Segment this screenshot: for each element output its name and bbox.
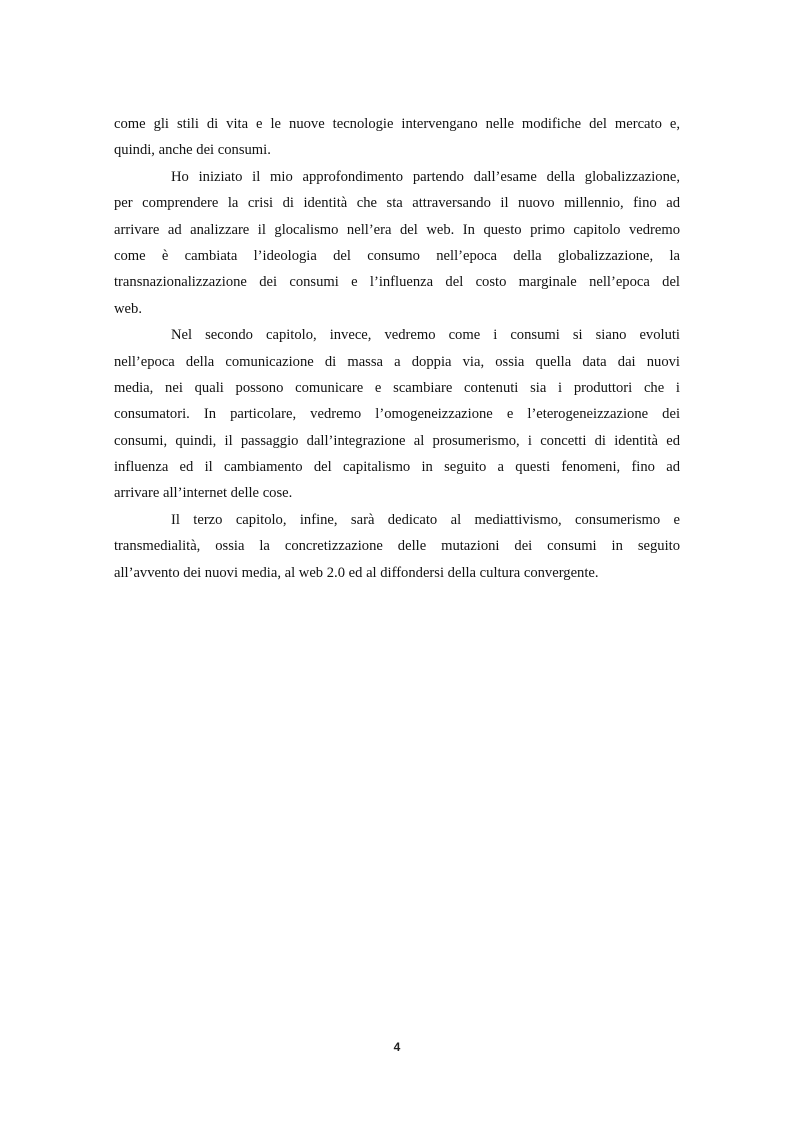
text-line: consumatori. In particolare, vedremo l’omogeneizzazione e l’eterogeneizzazione dei (114, 406, 680, 423)
text-line: web. (114, 300, 142, 317)
text-line: arrivare all’internet delle cose. (114, 485, 293, 502)
text-line: quindi, anche dei consumi. (114, 142, 271, 159)
text-line: come gli stili di vita e le nuove tecnologie intervengano nelle modifiche del mercato e, (114, 116, 680, 132)
text-line: media, nei quali possono comunicare e scambiare contenuti sia i produttori che i (114, 379, 680, 396)
text-line: transnazionalizzazione dei consumi e l’influenza del costo marginale nell’epoca del (114, 274, 680, 291)
text-line: come è cambiata l’ideologia del consumo nell’epoca della globalizzazione, la (114, 247, 680, 264)
paragraph (114, 111, 680, 164)
text-line: nell’epoca della comunicazione di massa a doppia via, ossia quella data dai nuovi (114, 353, 680, 370)
text-line: Il terzo capitolo, infine, sarà dedicato al mediattivismo, consumerismo e (171, 511, 680, 528)
paragraph (114, 322, 680, 507)
paragraph (114, 507, 680, 586)
page-number: 4 (393, 1040, 401, 1054)
text-line: Ho iniziato il mio approfondimento partendo dall’esame della globalizzazione, (171, 168, 680, 185)
text-line: consumi, quindi, il passaggio dall’integrazione al prosumerismo, i concetti di identità ed (114, 432, 680, 449)
text-line: transmedialità, ossia la concretizzazione delle mutazioni dei consumi in seguito (114, 538, 680, 555)
text-line: influenza ed il cambiamento del capitalismo in seguito a questi fenomeni, fino ad (114, 459, 680, 476)
text-line: per comprendere la crisi di identità che sta attraversando il nuovo millennio, fino ad (114, 195, 680, 212)
text-line: arrivare ad analizzare il glocalismo nell’era del web. In questo primo capitolo vedremo (114, 221, 680, 238)
paragraph (114, 164, 680, 322)
text-line: all’avvento dei nuovi media, al web 2.0 ed al diffondersi della cultura convergente. (114, 564, 599, 581)
body-text (114, 111, 680, 586)
text-line: Nel secondo capitolo, invece, vedremo come i consumi si siano evoluti (171, 327, 680, 344)
